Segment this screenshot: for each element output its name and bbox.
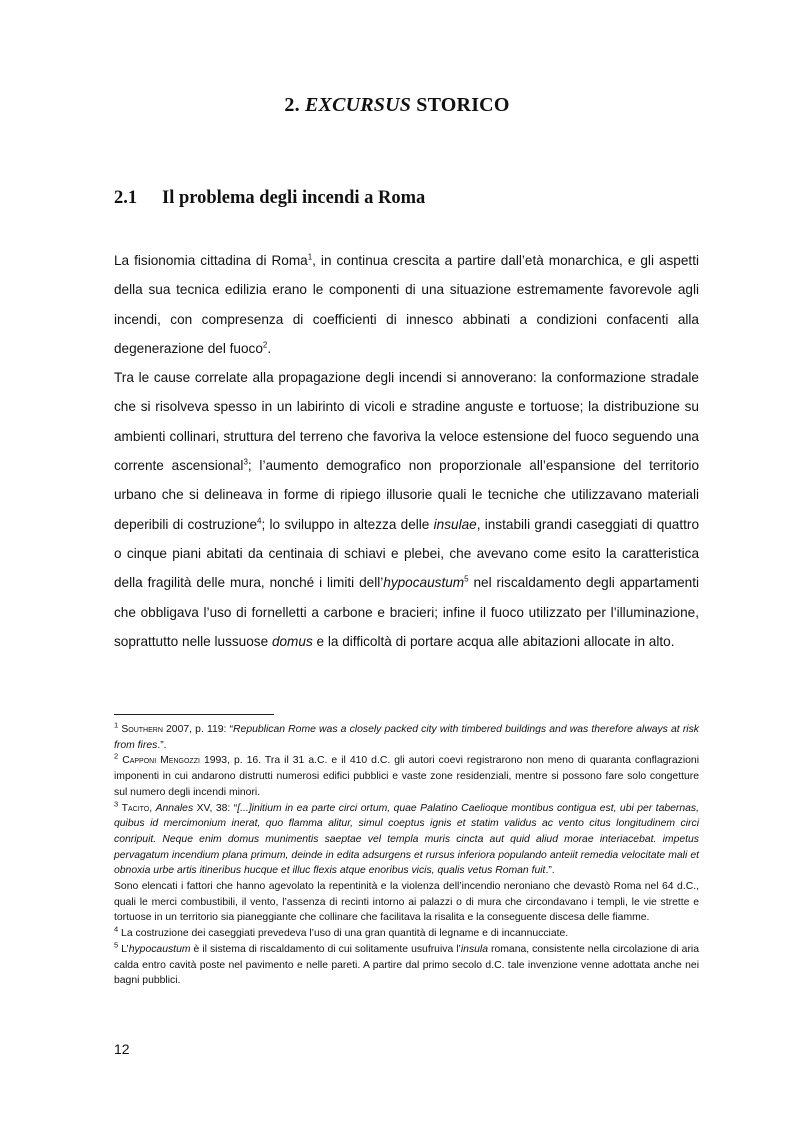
text-run: La costruzione dei caseggiati prevedeva l’uso di una gran quantità di legname e di incannucciate. [118,928,569,940]
body-text [114,246,699,656]
section-number: 2.1 [114,188,138,208]
footnote-quote: [...]initium in ea parte circi ortum, quae Palatino Caelioque montibus contigua est, ubi per tabernas, quibus id mercimonium inerat, quo flamma alitur, simul coeptus ignis et statim validus ac vento citus longitudinem circi conripuit. Neque enim domus munimentis saeptae vel templa muris cincta aut quid aliud morae interiacebat. impetus pervagatum incendium plana primum, deinde in edita adsurgens et rursus inferiora populando anteiit remedia velocitate mali et obnoxia urbe artis itineribus hucque et illuc flexis atque enoribus vicis, qualis vetus Roman fuit [114,802,700,877]
text-run: . [267,340,272,356]
footnote-3-continued: Sono elencati i fattori che hanno agevolato la repentinità e la violenza dell’incendio neroniano che devastò Roma nel 64 d.C., quali le merci combustibili, il vento, l’assenza di recinti intorno ai palazzi o di mura che circondavano i templi, le vie strette e tortuose in un territorio sia pianeggiante che collinare che facilitava la risalita e la conseguente discesa delle fiamme. [114,881,699,924]
footnote-number: 1 [114,720,119,730]
chapter-title-rest: STORICO [416,94,510,116]
text-run: , instabili grandi caseggiati di quattro o cinque piani abitati da centinaia di schiavi e plebei, che avevano come esito la caratteristica della fragilità delle mura, nonché i limiti dell’ [114,516,700,591]
italic-term: hypocaustum [383,575,465,591]
italic-term: domus [271,633,313,649]
footnote-ref-5[interactable]: 5 [464,574,469,584]
footnote-number: 3 [114,799,119,809]
footnote-4 [114,926,699,942]
text-run: XV, 38: “ [193,802,238,814]
text-run: .”. [157,739,167,751]
footnote-separator [114,714,274,715]
chapter-number: 2. [284,94,300,116]
footnote-number: 2 [114,751,119,761]
italic-term: insulae [433,516,477,532]
footnote-ref-2[interactable]: 2 [262,340,268,350]
footnote-author: Capponi Mengozzi [122,755,200,767]
text-run: La fisionomia cittadina di Roma [114,253,308,268]
text-run: è il sistema di riscaldamento di cui solitamente usufruiva l’ [190,943,461,955]
text-run: ; l’aumento demografico non proporzionale all’espansione del territorio urbano che si delineava in forme di ripiego illusorie quali le tecniche che utilizzavano materiali deperibili di costruzione [114,458,700,532]
footnote-1 [114,722,699,753]
text-run: romana, consistente nella circolazione di aria calda entro cavità poste nel pavimento e nelle pareti. A partire dal primo secolo d.C. tale invenzione venne adottata anche nei bagni pubblici. [114,943,700,987]
chapter-title [0,94,794,117]
italic-term: hypocaustum [128,943,191,955]
text-run: 2007, p. 119: “ [162,724,234,735]
text-run: Tra le cause correlate alla propagazione degli incendi si annoverano: la conformazione stradale che si risolveva spesso in un labirinto di vicoli e stradine anguste e tortuose; la distribuzione su ambienti collinari, struttura del terreno che favoriva la veloce estensione del fuoco seguendo una corrente ascensional [114,370,699,474]
text-run: 1993, p. 16. Tra il 31 a.C. e il 410 d.C. gli autori coevi registrarono non meno di quaranta conflagrazioni imponenti in cui andarono distrutti numerosi edifici pubblici e vaste zone residenziali, mentre si possono fare solo congetture sul numero degli incendi minori. [114,755,699,798]
chapter-title-italic: EXCURSUS [305,94,412,116]
footnote-ref-1[interactable]: 1 [307,252,313,262]
footnote-author: Southern [121,724,163,735]
footnote-2 [114,753,699,800]
footnote-3 [114,801,699,880]
text-run: L’ [118,943,129,955]
footnote-ref-4[interactable]: 4 [257,516,262,526]
footnotes [114,722,699,989]
footnote-author: Tacito [121,802,150,814]
footnote-quote: Republican Rome was a closely packed city with timbered buildings and was therefore always at risk from fires [114,724,699,751]
text-run: nel riscaldamento degli appartamenti che obbligava l’uso di fornelletti a carbone e bracieri; infine il fuoco utilizzato per l’illuminazione, soprattutto nelle lussuose [114,575,699,649]
text-run: ; lo sviluppo in altezza delle [261,516,434,532]
paragraph-1 [114,246,699,363]
paragraph-2 [114,363,699,656]
section-heading [114,188,425,209]
footnote-work-title: Annales [155,802,194,814]
section-title: Il problema degli incendi a Roma [162,188,426,208]
text-run: .”. [545,865,555,877]
footnote-number: 5 [114,940,119,950]
text-run: , in continua crescita a partire dall’età monarchica, e gli aspetti della sua tecnica edilizia erano le componenti di una situazione estremamente favorevole agli incendi, con compresenza di coefficienti di innesco abbinati a condizioni confacenti alla degenerazione del fuoco [114,253,699,356]
text-run: e la difficoltà di portare acqua alle abitazioni allocate in alto. [312,633,675,649]
page-number: 12 [114,1041,130,1057]
footnote-number: 4 [114,924,119,934]
footnote-ref-3[interactable]: 3 [243,457,248,467]
italic-term: insula [460,943,489,955]
footnote-5 [114,942,699,989]
text-run: , [149,802,156,814]
